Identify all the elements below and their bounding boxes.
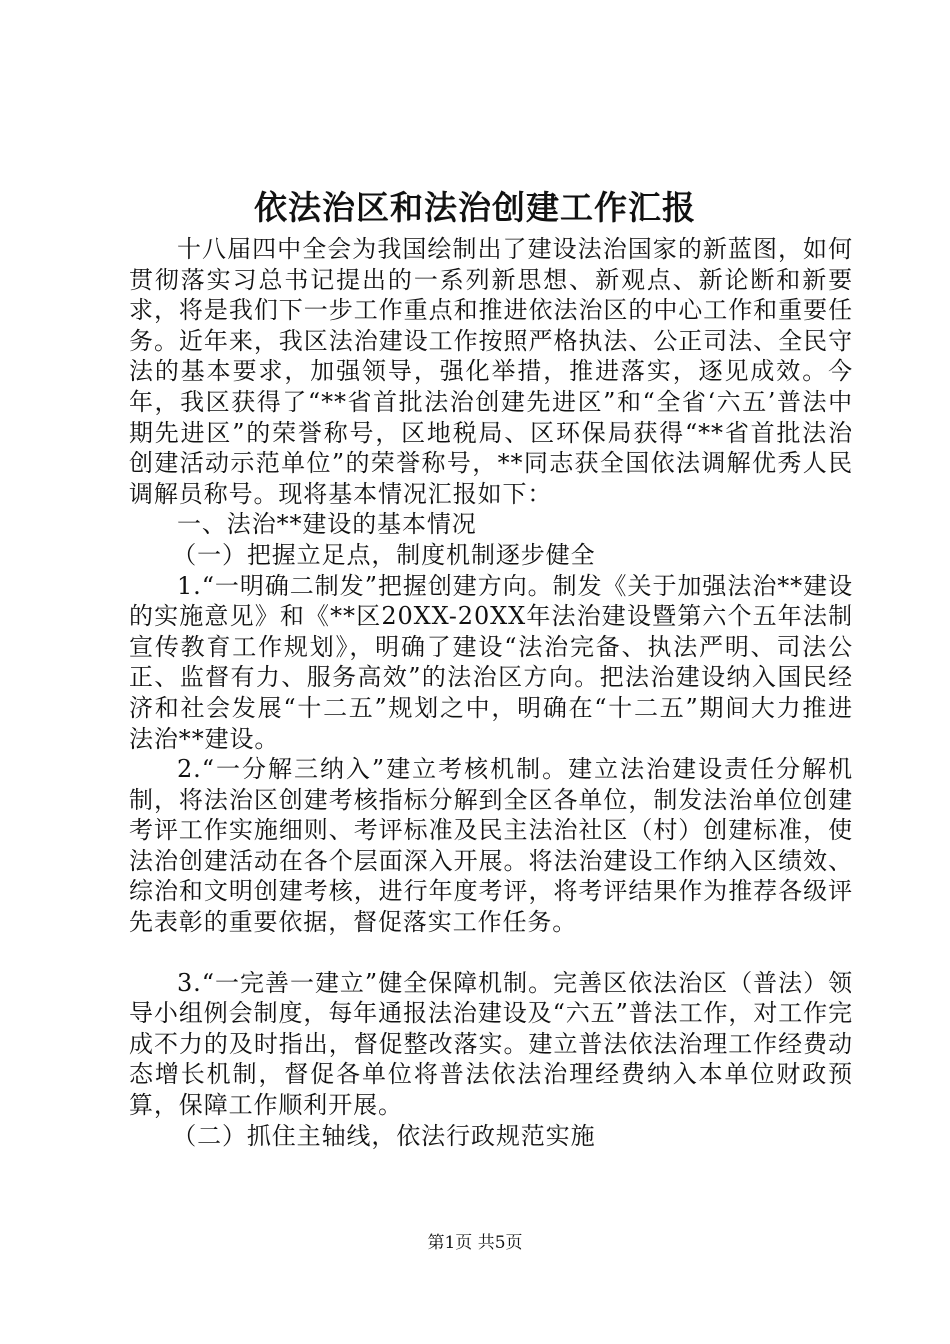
subsection-heading-2: （二）抓住主轴线，依法行政规范实施 — [172, 1121, 596, 1150]
subsection-heading-1: （一）把握立足点，制度机制逐步健全 — [172, 540, 596, 569]
paragraph-item-1: 1.“一明确二制发”把握创建方向。制发《关于加强法治**建设的实施意见》和《**区20XX-20XX年法治建设暨第六个五年法制宣传教育工作规划》，明确了建设“法治完备、执法严明、司法公正、监督有力、服务高效”的法治区方向。把法治建设纳入国民经济和社会发展“十二五”规划之中，明确在“十二五”期间大力推进法治**建设。 — [129, 571, 853, 753]
paragraph-intro: 十八届四中全会为我国绘制出了建设法治国家的新蓝图，如何贯彻落实习总书记提出的一系列新思想、新观点、新论断和新要求，将是我们下一步工作重点和推进依法治区的中心工作和重要任务。近年来，我区法治建设工作按照严格执法、公正司法、全民守法的基本要求，加强领导，强化举措，推进落实，逐见成效。今年，我区获得了“**省首批法治创建先进区”和“全省‘六五’普法中期先进区”的荣誉称号，区地税局、区环保局获得“**省首批法治创建活动示范单位”的荣誉称号，**同志获全国依法调解优秀人民调解员称号。现将基本情况汇报如下： — [129, 235, 853, 508]
paragraph-item-3: 3.“一完善一建立”健全保障机制。完善区依法治区（普法）领导小组例会制度，每年通报法治建设及“六五”普法工作，对工作完成不力的及时指出，督促整改落实。建立普法依法治理工作经费动态增长机制，督促各单位将普法依法治理经费纳入本单位财政预算，保障工作顺利开展。 — [129, 968, 853, 1120]
paragraph-item-2: 2.“一分解三纳入”建立考核机制。建立法治建设责任分解机制，将法治区创建考核指标分解到全区各单位，制发法治单位创建考评工作实施细则、考评标准及民主法治社区（村）创建标准，使法治创建活动在各个层面深入开展。将法治建设工作纳入区绩效、综治和文明创建考核，进行年度考评，将考评结果作为推荐各级评先表彰的重要依据，督促落实工作任务。 — [129, 755, 853, 937]
document-title: 依法治区和法治创建工作汇报 — [254, 188, 696, 227]
document-body — [129, 234, 853, 1151]
section-heading-1: 一、法治**建设的基本情况 — [177, 510, 477, 539]
page-footer: 第1页 共5页 — [427, 1233, 523, 1253]
